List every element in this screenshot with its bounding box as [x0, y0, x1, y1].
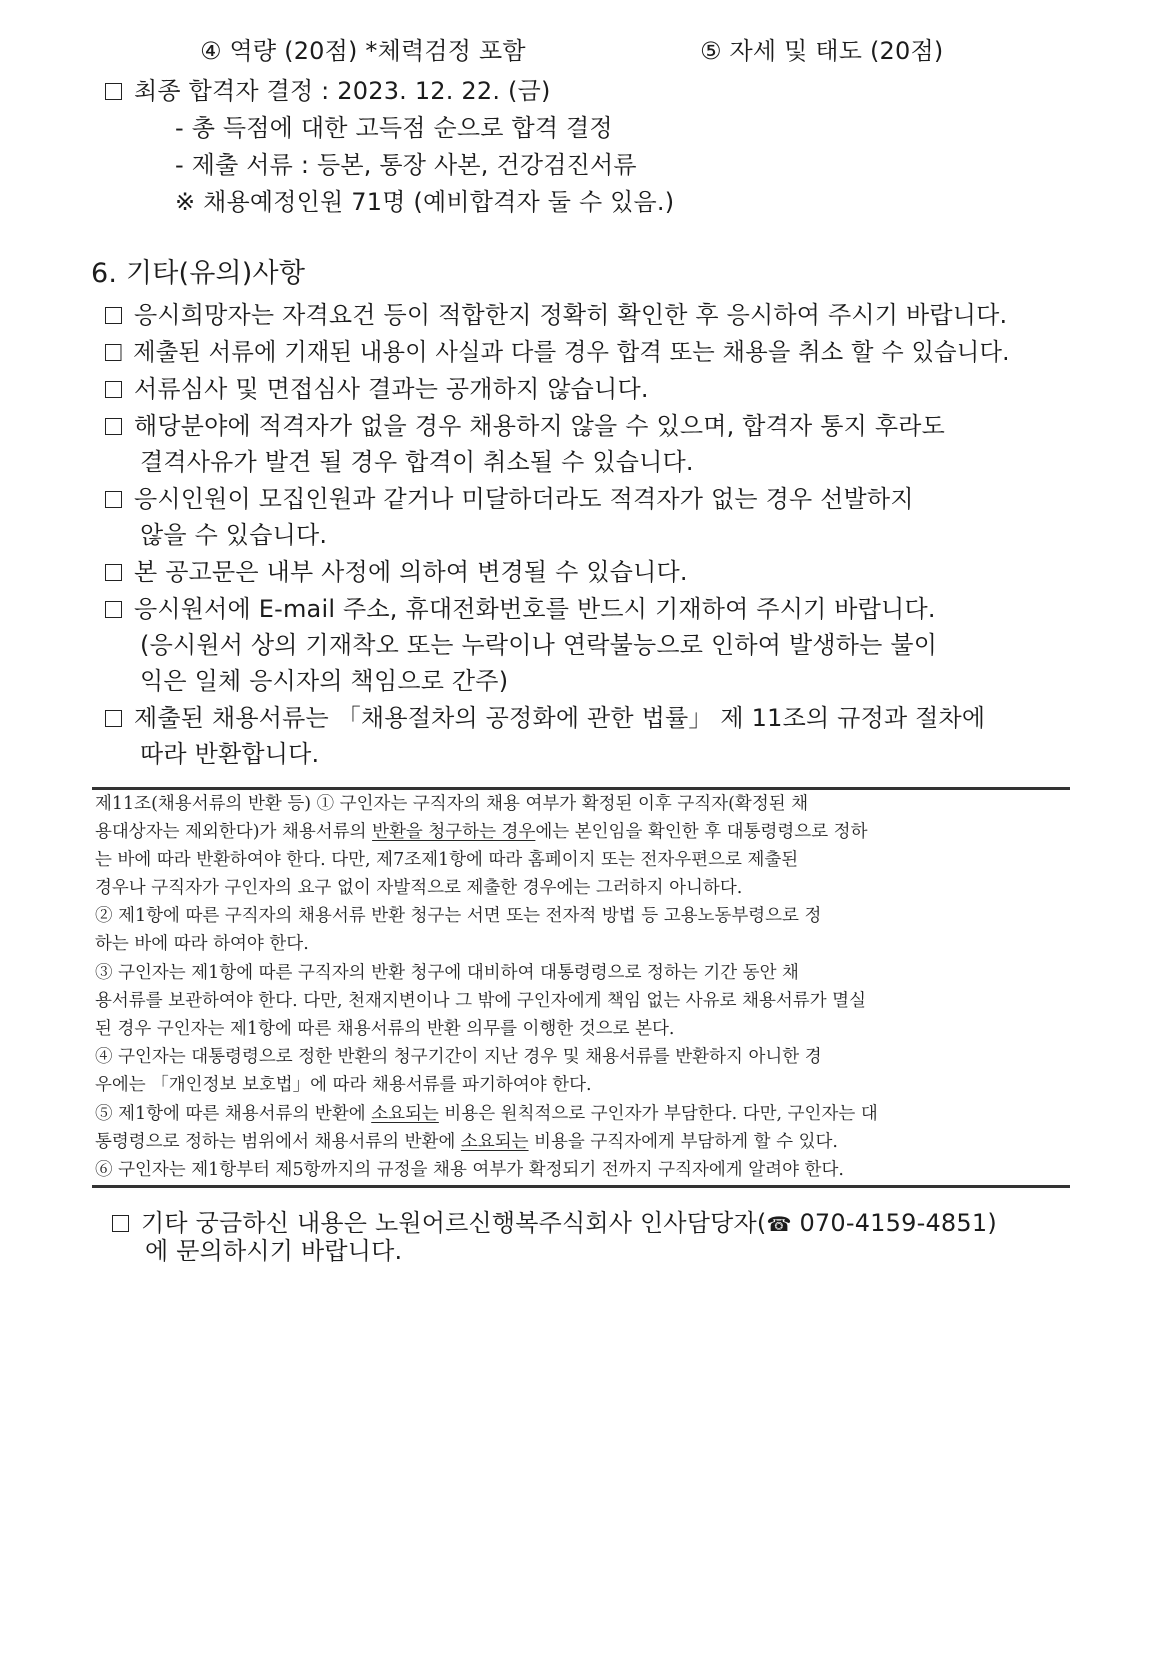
checkbox-bullet-icon — [105, 381, 122, 398]
law-line: 통령령으로 정하는 범위에서 채용서류의 반환에 소요되는 비용을 구직자에게 부담하게 할 수 있다. — [95, 1132, 838, 1152]
law-line: ③ 구인자는 제1항에 따른 구직자의 반환 청구에 대비하여 대통령령으로 정하는 기간 동안 채 — [95, 963, 799, 983]
checkbox-bullet-icon — [105, 564, 122, 581]
law-line: 제11조(채용서류의 반환 등) ① 구인자는 구직자의 채용 여부가 확정된 이후 구직자(확정된 채 — [95, 794, 809, 814]
checkbox-bullet-icon — [105, 83, 122, 100]
checkbox-bullet-icon — [105, 344, 121, 361]
checkbox-bullet-icon — [112, 1215, 129, 1232]
notice-item-continuation: (응시원서 상의 기재착오 또는 누락이나 연락불능으로 인하여 발생하는 불이 — [140, 631, 938, 659]
contact-info-continuation: 에 문의하시기 바랍니다. — [145, 1237, 403, 1265]
law-line: 는 바에 따라 반환하여야 한다. 다만, 제7조제1항에 따라 홈페이지 또는 전자우편으로 제출된 — [95, 850, 799, 870]
notice-item: 제출된 서류에 기재된 내용이 사실과 다를 경우 합격 또는 채용을 취소 할 수 있습니다. — [105, 337, 1010, 367]
phone-icon: ☎ — [766, 1212, 792, 1236]
law-line: ④ 구인자는 대통령령으로 정한 반환의 청구기간이 지난 경우 및 채용서류를 반환하지 아니한 경 — [95, 1047, 822, 1067]
notice-item: 응시원서에 E-mail 주소, 휴대전화번호를 반드시 기재하여 주시기 바랍니다. — [105, 594, 936, 624]
law-line: 용대상자는 제외한다)가 채용서류의 반환을 청구하는 경우에는 본인임을 확인한 후 대통령령으로 정하 — [95, 822, 868, 842]
final-decision-bullet: - 제출 서류 : 등본, 통장 사본, 건강검진서류 — [175, 151, 637, 179]
law-line: ⑥ 구인자는 제1항부터 제5항까지의 규정을 채용 여부가 확정되기 전까지 구직자에게 알려야 한다. — [95, 1160, 844, 1180]
notice-item: 해당분야에 적격자가 없을 경우 채용하지 않을 수 있으며, 합격자 통지 후라도 — [105, 411, 945, 441]
law-line: ⑤ 제1항에 따른 채용서류의 반환에 소요되는 비용은 원칙적으로 구인자가 부담한다. 다만, 구인자는 대 — [95, 1104, 878, 1124]
checkbox-bullet-icon — [105, 601, 122, 618]
law-line: 우에는 「개인정보 보호법」에 따라 채용서류를 파기하여야 한다. — [95, 1075, 592, 1095]
notice-item: 서류심사 및 면접심사 결과는 공개하지 않습니다. — [105, 374, 649, 404]
notice-item-continuation: 익은 일체 응시자의 책임으로 간주) — [140, 667, 509, 695]
notice-item-continuation: 결격사유가 발견 될 경우 합격이 취소될 수 있습니다. — [140, 448, 694, 476]
law-line: 경우나 구직자가 구인자의 요구 없이 자발적으로 제출한 경우에는 그러하지 아니하다. — [95, 878, 743, 898]
final-decision-bullet: - 총 득점에 대한 고득점 순으로 합격 결정 — [175, 114, 613, 142]
notice-item-continuation: 따라 반환합니다. — [140, 740, 320, 768]
law-line: 용서류를 보관하여야 한다. 다만, 천재지변이나 그 밖에 구인자에게 책임 없는 사유로 채용서류가 멸실 — [95, 991, 866, 1011]
checkbox-bullet-icon — [105, 710, 122, 727]
notice-item: 본 공고문은 내부 사정에 의하여 변경될 수 있습니다. — [105, 557, 688, 587]
law-line: 된 경우 구인자는 제1항에 따른 채용서류의 반환 의무를 이행한 것으로 본다. — [95, 1019, 675, 1039]
law-line: 하는 바에 따라 하여야 한다. — [95, 934, 309, 954]
criteria-item-4: ④ 역량 (20점) *체력검정 포함 — [200, 37, 526, 65]
checkbox-bullet-icon — [105, 418, 122, 435]
final-decision — [105, 76, 551, 106]
notice-item: 응시희망자는 자격요건 등이 적합한지 정확히 확인한 후 응시하여 주시기 바랍니다. — [105, 300, 1007, 330]
notice-item-continuation: 않을 수 있습니다. — [140, 521, 328, 549]
law-excerpt-bottom-rule — [92, 1185, 1070, 1188]
headcount-note: ※ 채용예정인원 71명 (예비합격자 둘 수 있음.) — [175, 188, 675, 216]
final-decision-label: 최종 합격자 결정 : 2023. 12. 22. (금) — [134, 77, 551, 105]
notice-item: 응시인원이 모집인원과 같거나 미달하더라도 적격자가 없는 경우 선발하지 — [105, 484, 914, 514]
checkbox-bullet-icon — [105, 491, 122, 508]
section-title: 6. 기타(유의)사항 — [91, 258, 306, 289]
phone-number: 070-4159-4851) — [791, 1209, 997, 1237]
checkbox-bullet-icon — [105, 307, 122, 324]
law-line: ② 제1항에 따른 구직자의 채용서류 반환 청구는 서면 또는 전자적 방법 등 고용노동부령으로 정 — [95, 906, 822, 926]
contact-info: 기타 궁금하신 내용은 노원어르신행복주식회사 인사담당자(☎ 070-4159-4851) — [112, 1208, 997, 1239]
criteria-item-5: ⑤ 자세 및 태도 (20점) — [700, 37, 944, 65]
law-excerpt-top-rule — [92, 787, 1070, 790]
notice-item: 제출된 채용서류는 「채용절차의 공정화에 관한 법률」 제 11조의 규정과 절차에 — [105, 703, 985, 733]
